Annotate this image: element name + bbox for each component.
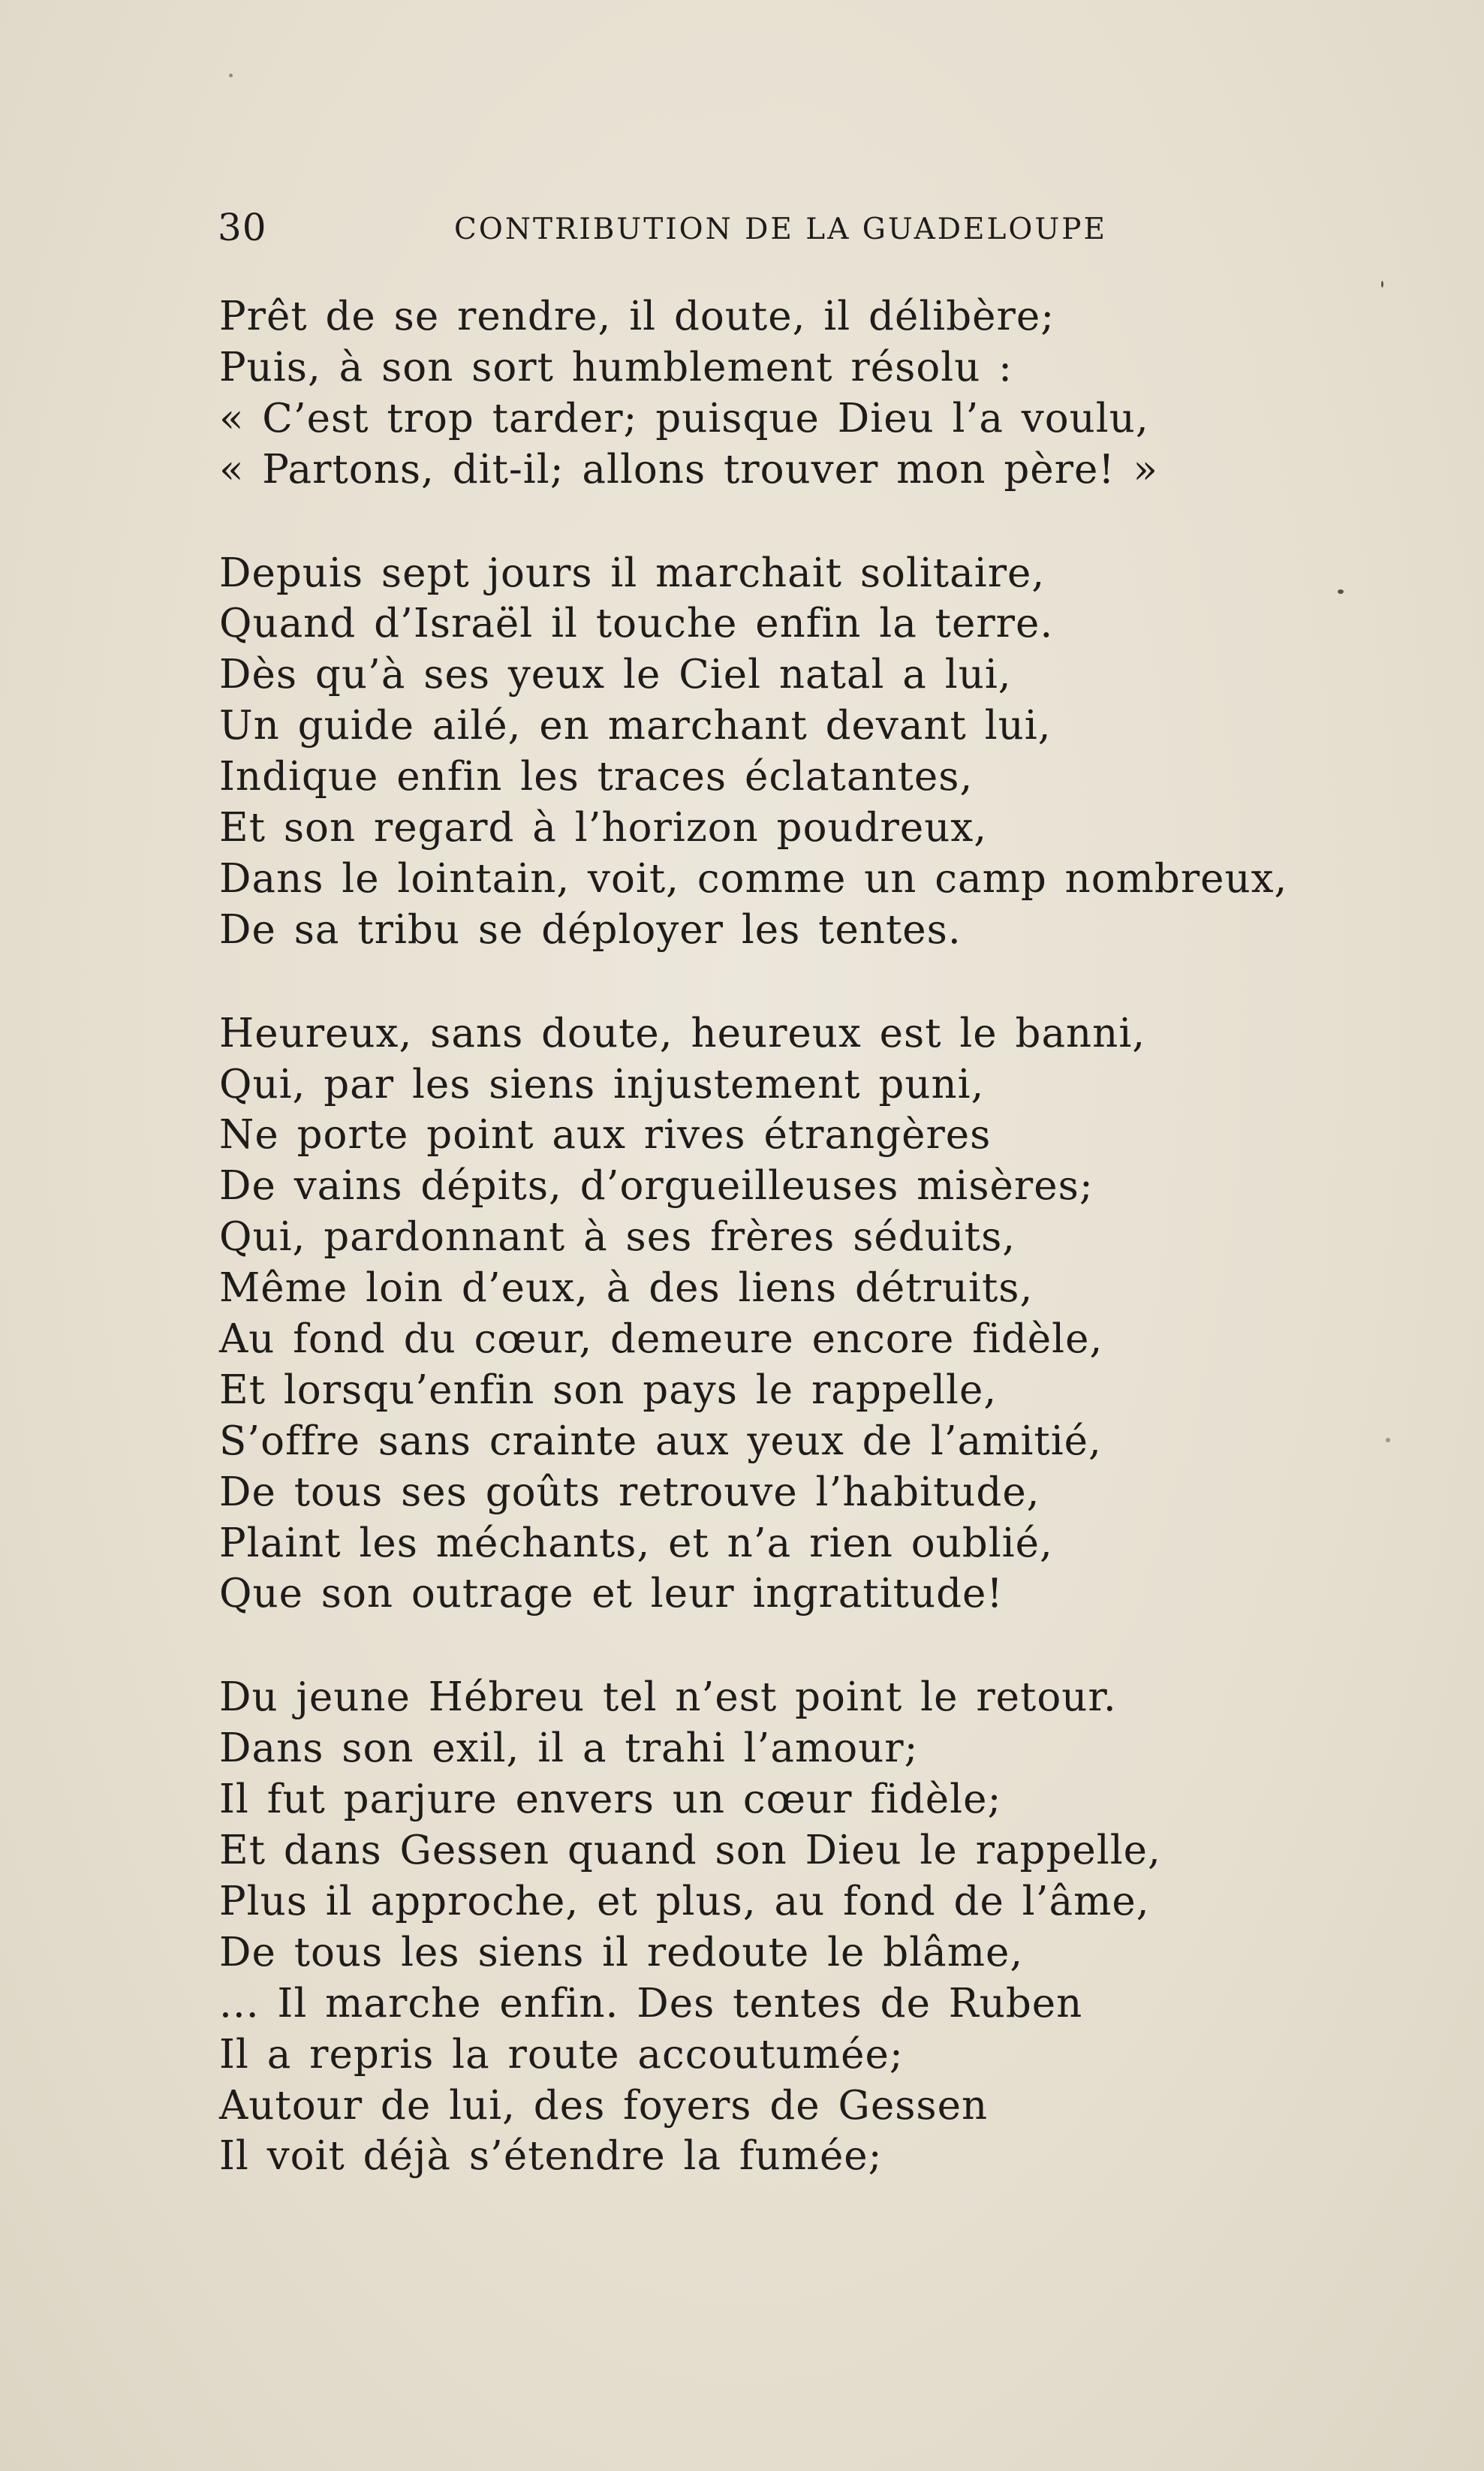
verse-line: Un guide ailé, en marchant devant lui, bbox=[219, 703, 1052, 749]
verse-line: Heureux, sans doute, heureux est le banni, bbox=[219, 1010, 1146, 1056]
verse-line: Ne porte point aux rives étrangères bbox=[219, 1112, 992, 1159]
verse-line: Et son regard à l’horizon poudreux, bbox=[219, 805, 988, 851]
paper-speck bbox=[1338, 589, 1344, 594]
verse-line: ... Il marche enfin. Des tentes de Ruben bbox=[219, 1980, 1083, 2027]
verse-line: Même loin d’eux, à des liens détruits, bbox=[219, 1265, 1034, 1312]
verse-line: Plaint les méchants, et n’a rien oublié, bbox=[219, 1520, 1053, 1566]
verse-line: Que son outrage et leur ingratitude! bbox=[219, 1571, 1004, 1617]
paper-speck bbox=[1386, 1438, 1390, 1442]
verse-line: Dans le lointain, voit, comme un camp nombreux, bbox=[219, 855, 1288, 902]
stanza-4 bbox=[219, 1672, 1330, 2182]
verse-line: Il fut parjure envers un cœur fidèle; bbox=[219, 1776, 1002, 1823]
verse-line: Il a repris la route accoutumée; bbox=[219, 2031, 904, 2078]
verse-line: Dès qu’à ses yeux le Ciel natal a lui, bbox=[219, 652, 1012, 698]
verse-line: Depuis sept jours il marchait solitaire, bbox=[219, 550, 1046, 596]
running-head: CONTRIBUTION DE LA GUADELOUPE bbox=[454, 212, 1107, 246]
verse-line: « C’est trop tarder; puisque Dieu l’a voulu, bbox=[219, 395, 1149, 441]
verse-line: Autour de lui, des foyers de Gessen bbox=[219, 2082, 989, 2129]
paper-speck bbox=[229, 74, 233, 77]
verse-line: « Partons, dit-il; allons trouver mon père! » bbox=[219, 446, 1158, 493]
verse-line: Indique enfin les traces éclatantes, bbox=[219, 754, 974, 800]
verse-line: Prêt de se rendre, il doute, il délibère; bbox=[219, 294, 1055, 339]
verse-line: Quand d’Israël il touche enfin la terre. bbox=[219, 601, 1054, 647]
paper-speck bbox=[1381, 281, 1383, 288]
verse-line: De tous les siens il redoute le blâme, bbox=[219, 1929, 1024, 1975]
verse-line: Qui, pardonnant à ses frères séduits, bbox=[219, 1214, 1016, 1261]
stanza-1 bbox=[219, 291, 1330, 496]
poem-body bbox=[219, 291, 1330, 2234]
verse-line: Il voit déjà s’étendre la fumée; bbox=[219, 2133, 883, 2180]
verse-line: Dans son exil, il a trahi l’amour; bbox=[219, 1725, 919, 1772]
verse-line: Puis, à son sort humblement résolu : bbox=[219, 344, 1013, 390]
verse-line: Qui, par les siens injustement puni, bbox=[219, 1061, 985, 1107]
page-number: 30 bbox=[218, 206, 267, 249]
verse-line: De sa tribu se déployer les tentes. bbox=[219, 906, 962, 953]
verse-line: Et dans Gessen quand son Dieu le rappelle, bbox=[219, 1828, 1161, 1874]
verse-line: Plus il approche, et plus, au fond de l’âme, bbox=[219, 1878, 1150, 1924]
verse-line: Et lorsqu’enfin son pays le rappelle, bbox=[219, 1367, 998, 1413]
verse-line: De vains dépits, d’orgueilleuses misères; bbox=[219, 1163, 1094, 1210]
verse-line: Au fond du cœur, demeure encore fidèle, bbox=[219, 1316, 1103, 1363]
page-header bbox=[218, 203, 1141, 255]
stanza-3 bbox=[219, 1008, 1330, 1620]
verse-line: De tous ses goûts retrouve l’habitude, bbox=[219, 1469, 1040, 1515]
verse-line: S’offre sans crainte aux yeux de l’amitié, bbox=[219, 1418, 1102, 1464]
verse-line: Du jeune Hébreu tel n’est point le retour. bbox=[219, 1674, 1117, 1721]
stanza-2 bbox=[219, 548, 1330, 956]
